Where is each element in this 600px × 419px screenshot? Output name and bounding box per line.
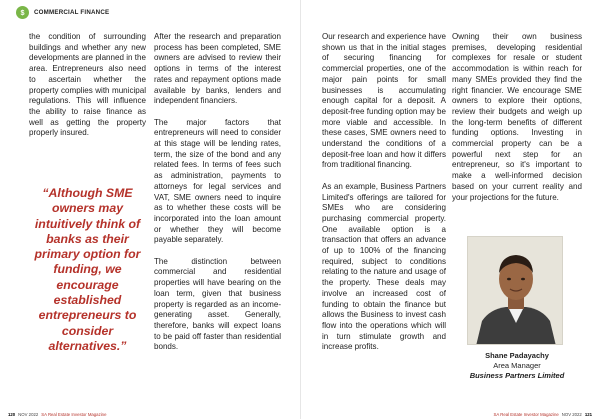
page-number-left: 120 [8, 412, 16, 417]
svg-text:$: $ [20, 8, 25, 17]
footer-date-left: NOV 2022 [18, 412, 39, 417]
footer-magazine-left: SA Real Estate Investor Magazine [41, 412, 107, 417]
footer-magazine-right: SA Real Estate Investor Magazine [493, 412, 559, 417]
paragraph: the condition of surrounding buildings and whether any new developments are planned in the area. Entrepreneurs also need to ascertain whether the property complies with municipal regulations. This will influence the ability to raise finance as well as getting the property properly insured. [29, 32, 146, 138]
footer-date-right: NOV 2022 [561, 412, 582, 417]
paragraph: The major factors that entrepreneurs will need to consider at this stage will be lending rates, term, the size of the bond and any related fees. In terms of fees such as administration, payments to attorneys for legal services and VAT, SME owners need to inquire as to whether these costs will be incorporated into the loan amount or whether they will become payable separately. [154, 117, 281, 245]
page-gutter [300, 0, 301, 419]
page-number-right: 121 [584, 412, 592, 417]
paragraph: After the research and preparation process has been completed, SME owners are advised to review their options in terms of the interest rates and repayment options made available by banks, lenders and independent financiers. [154, 32, 281, 106]
caption-name: Shane Padayachy [485, 351, 549, 360]
article-column-3 [322, 32, 446, 353]
photo-caption [452, 351, 582, 381]
article-column-1 [29, 32, 146, 139]
pull-quote: “Although SME owners may intuitively think of banks as their primary option for funding, we encourage established entrepreneurs to consider alternatives.” [34, 186, 141, 353]
section-label: COMMERCIAL FINANCE [34, 9, 110, 16]
dollar-coin-icon [16, 6, 29, 19]
footer-left [8, 412, 106, 417]
paragraph: The distinction between commercial and residential properties will have bearing on the loan term, given that business property is regarded as an income-generating asset. Generally, therefore, banks will expect loans to be paid off faster than residential bonds. [154, 256, 281, 352]
paragraph: As an example, Business Partners Limited's offerings are tailored for SMEs who are considering purchasing commercial property. One available option is a transaction that offers an advance of up to 100% of the financing required, subject to conditions relating to the nature and usage of the property. These deals may involve an increased cost of funding to obtain the finance but allows the Business to invest cash flow into the operations which will in turn stimulate growth and increase profits. [322, 181, 446, 352]
paragraph: Our research and experience have shown us that in the initial stages of securing financing for commercial properties, one of the major pain points for small businesses is accumulating enough capital for a deposit. A deposit-free funding option may be more viable and accessible. In these cases, SME owners need to understand the conditions of a deposit-free loan and how it differs from traditional financing. [322, 32, 446, 170]
article-column-2 [154, 32, 281, 353]
article-column-4 [452, 32, 582, 203]
caption-title: Area Manager [493, 361, 541, 370]
paragraph: Owning their own business premises, developing residential complexes for resale or student accommodation is within reach for many SMEs provided they find the right financier. We encourage SME owners to explore their options, review their budgets and weigh up the long-term benefits of different funding options. Investing in commercial property can be a powerful next step for an entrepreneur, so it's important to make a well-informed decision based on your current reality and your projections for the future. [452, 32, 582, 202]
section-header [16, 6, 109, 19]
portrait-photo [467, 236, 563, 345]
caption-company: Business Partners Limited [469, 371, 565, 380]
footer-right [494, 412, 592, 417]
